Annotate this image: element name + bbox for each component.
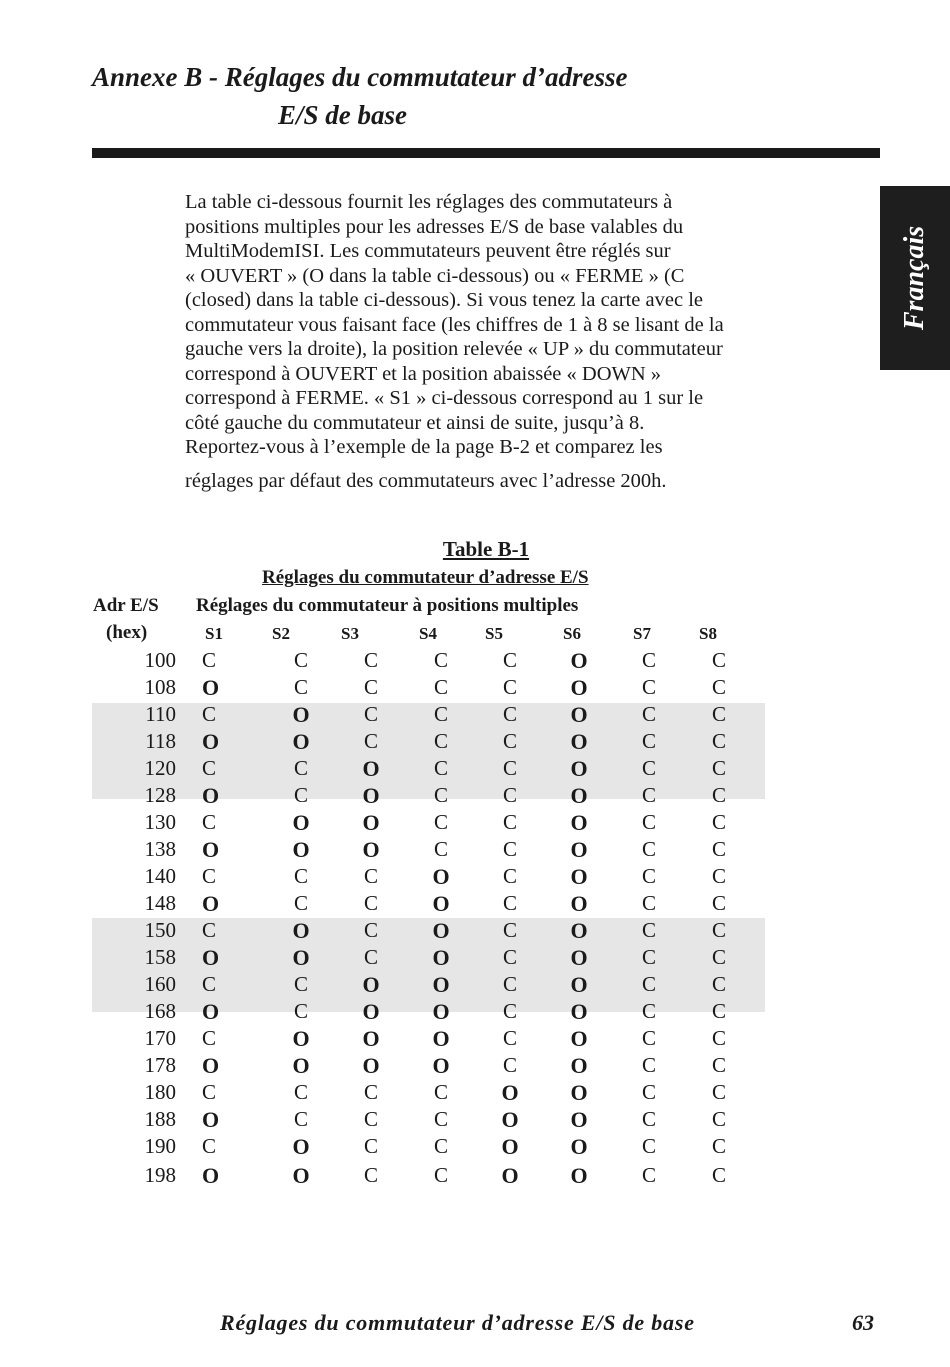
switch-label: S6 <box>563 624 581 643</box>
switch-setting-cell: O <box>570 918 588 943</box>
table-row <box>0 647 950 674</box>
table-row <box>0 1133 950 1160</box>
switch-setting-cell: C <box>293 756 308 780</box>
switch-setting-cell: C <box>641 864 656 888</box>
switch-setting-cell: C <box>363 1107 378 1131</box>
intro-line: gauche vers la droite), la position relevée « UP » du commutateur <box>185 338 723 360</box>
switch-setting-cell: C <box>502 1053 517 1077</box>
switch-setting-cell: C <box>641 1163 656 1187</box>
switch-setting-cell: O <box>362 783 380 808</box>
intro-line: correspond à FERME. « S1 » ci-dessous correspond au 1 sur le <box>185 387 704 409</box>
table-row <box>0 1052 950 1079</box>
switch-setting-cell: C <box>502 783 517 807</box>
switch-setting-cell: C <box>641 729 656 753</box>
switch-setting-cell: C <box>641 918 656 942</box>
switch-setting-cell: C <box>711 729 726 753</box>
switch-setting-cell: C <box>293 864 308 888</box>
table-row <box>0 1079 950 1106</box>
switch-setting-cell: O <box>292 1134 310 1159</box>
switch-setting-cell: O <box>432 1026 450 1051</box>
switch-label: S7 <box>633 624 651 643</box>
address-cell: 148 <box>144 891 176 915</box>
intro-line: réglages par défaut des commutateurs avec l’adresse 200h. <box>185 469 667 492</box>
table-row <box>0 971 950 998</box>
switch-setting-cell: C <box>711 756 726 780</box>
switch-setting-cell: C <box>433 837 448 861</box>
address-cell: 168 <box>144 999 176 1023</box>
switch-setting-cell: O <box>202 945 220 970</box>
address-cell: 150 <box>144 918 176 942</box>
switch-setting-cell: C <box>433 675 448 699</box>
switch-setting-cell: C <box>502 675 517 699</box>
switch-setting-cell: O <box>570 1026 588 1051</box>
switch-setting-cell: C <box>202 918 217 942</box>
switch-setting-cell: O <box>292 1026 310 1051</box>
intro-line: « OUVERT » (O dans la table ci-dessous) ou « FERME » (C <box>185 264 685 287</box>
address-cell: 118 <box>145 729 176 753</box>
switch-setting-cell: C <box>711 675 726 699</box>
switch-setting-cell: C <box>363 1080 378 1104</box>
switch-setting-cell: C <box>641 810 656 834</box>
switch-setting-cell: C <box>293 783 308 807</box>
table-row <box>0 1162 950 1189</box>
switch-setting-cell: O <box>570 756 588 781</box>
address-cell: 188 <box>144 1107 176 1131</box>
language-tab <box>880 186 950 370</box>
switch-setting-cell: C <box>293 891 308 915</box>
switch-setting-cell: C <box>433 729 448 753</box>
switch-setting-cell: C <box>641 783 656 807</box>
table-row <box>0 674 950 701</box>
switch-setting-cell: C <box>293 675 308 699</box>
switch-setting-cell: O <box>202 891 220 916</box>
switch-setting-cell: C <box>711 891 726 915</box>
switch-setting-cell: C <box>502 972 517 996</box>
table-row <box>0 755 950 782</box>
table-row <box>0 1025 950 1052</box>
switch-setting-cell: C <box>363 864 378 888</box>
header-rule <box>92 148 880 158</box>
switch-setting-cell: C <box>433 1134 448 1158</box>
switch-setting-cell: O <box>501 1163 519 1188</box>
switch-setting-cell: C <box>363 945 378 969</box>
switch-setting-cell: O <box>432 1053 450 1078</box>
switch-setting-cell: C <box>502 918 517 942</box>
switch-setting-cell: O <box>292 702 310 727</box>
switch-setting-cell: C <box>202 810 217 834</box>
switch-setting-cell: O <box>202 729 220 754</box>
switch-setting-cell: C <box>293 1107 308 1131</box>
running-footer: Réglages du commutateur d’adresse E/S de base <box>220 1310 695 1335</box>
switch-setting-cell: C <box>711 1026 726 1050</box>
address-cell: 100 <box>144 648 176 672</box>
switch-setting-cell: C <box>641 837 656 861</box>
address-cell: 128 <box>144 783 176 807</box>
switch-setting-cell: C <box>641 1053 656 1077</box>
switch-setting-cell: O <box>570 1134 588 1159</box>
switch-setting-cell: O <box>202 999 220 1024</box>
address-cell: 180 <box>144 1080 176 1104</box>
switch-setting-cell: C <box>641 1080 656 1104</box>
switch-setting-cell: C <box>711 648 726 672</box>
switch-setting-cell: O <box>202 1107 220 1132</box>
address-cell: 158 <box>144 945 176 969</box>
switch-setting-cell: O <box>202 675 220 700</box>
switch-setting-cell: C <box>711 945 726 969</box>
switch-setting-cell: C <box>502 1026 517 1050</box>
switch-setting-cell: C <box>433 810 448 834</box>
table-row <box>0 836 950 863</box>
intro-line: La table ci-dessous fournit les réglages des commutateurs à <box>185 191 673 213</box>
switch-setting-cell: C <box>641 999 656 1023</box>
switch-setting-cell: C <box>293 648 308 672</box>
switch-setting-cell: O <box>362 1053 380 1078</box>
switch-setting-cell: O <box>570 999 588 1024</box>
switch-setting-cell: C <box>711 1053 726 1077</box>
switch-setting-cell: O <box>362 837 380 862</box>
switch-setting-cell: C <box>202 972 217 996</box>
switch-label: S4 <box>419 624 437 643</box>
switch-column-header: Réglages du commutateur à positions multiples <box>196 595 579 616</box>
switch-setting-cell: O <box>432 999 450 1024</box>
switch-setting-cell: C <box>433 1107 448 1131</box>
switch-setting-cell: C <box>293 999 308 1023</box>
table-caption: Table B-1 <box>442 537 530 561</box>
intro-line: commutateur vous faisant face (les chiffres de 1 à 8 se lisant de la <box>185 313 724 336</box>
intro-line: MultiModemISI. Les commutateurs peuvent être réglés sur <box>185 240 671 262</box>
switch-setting-cell: C <box>363 702 378 726</box>
switch-label: S5 <box>485 624 503 643</box>
switch-setting-cell: C <box>711 837 726 861</box>
switch-setting-cell: C <box>502 945 517 969</box>
switch-setting-cell: O <box>570 864 588 889</box>
switch-setting-cell: O <box>292 918 310 943</box>
switch-setting-cell: C <box>711 918 726 942</box>
switch-setting-cell: C <box>502 999 517 1023</box>
page-title-line1: Annexe B - Réglages du commutateur d’adresse <box>92 62 628 92</box>
switch-setting-cell: O <box>202 837 220 862</box>
switch-setting-cell: C <box>363 891 378 915</box>
switch-label: S8 <box>699 624 717 643</box>
switch-setting-cell: C <box>433 756 448 780</box>
switch-setting-cell: C <box>641 675 656 699</box>
switch-setting-cell: O <box>432 864 450 889</box>
switch-setting-cell: C <box>433 702 448 726</box>
switch-setting-cell: C <box>202 1080 217 1104</box>
switch-setting-cell: C <box>641 702 656 726</box>
intro-line: Reportez-vous à l’exemple de la page B-2 et comparez les <box>185 436 663 458</box>
switch-setting-cell: C <box>711 999 726 1023</box>
switch-setting-cell: C <box>363 675 378 699</box>
switch-setting-cell: C <box>433 648 448 672</box>
switch-setting-cell: C <box>202 648 217 672</box>
switch-setting-cell: C <box>641 1134 656 1158</box>
intro-line: positions multiples pour les adresses E/S de base valables du <box>185 215 684 238</box>
language-tab-label: Français <box>899 225 930 331</box>
switch-setting-cell: O <box>362 810 380 835</box>
switch-setting-cell: O <box>570 891 588 916</box>
switch-setting-cell: C <box>202 1134 217 1158</box>
switch-setting-cell: C <box>502 837 517 861</box>
switch-setting-cell: C <box>293 972 308 996</box>
switch-setting-cell: O <box>202 1053 220 1078</box>
switch-setting-cell: O <box>570 945 588 970</box>
switch-setting-cell: O <box>432 918 450 943</box>
switch-setting-cell: C <box>502 810 517 834</box>
page-number: 63 <box>852 1310 874 1335</box>
table-row <box>0 863 950 890</box>
switch-setting-cell: C <box>202 864 217 888</box>
switch-setting-cell: C <box>433 1163 448 1187</box>
switch-label: S1 <box>205 624 223 643</box>
table-row <box>0 890 950 917</box>
address-cell: 138 <box>144 837 176 861</box>
switch-setting-cell: C <box>641 1107 656 1131</box>
address-cell: 130 <box>144 810 176 834</box>
switch-setting-cell: O <box>570 1163 588 1188</box>
address-cell: 140 <box>144 864 176 888</box>
switch-setting-cell: O <box>570 1080 588 1105</box>
switch-setting-cell: O <box>432 945 450 970</box>
page-title <box>92 58 628 134</box>
switch-setting-cell: O <box>570 783 588 808</box>
table-row <box>0 728 950 755</box>
intro-line: (closed) dans la table ci-dessous). Si vous tenez la carte avec le <box>185 289 703 311</box>
switch-setting-cell: O <box>202 783 220 808</box>
table-row <box>0 998 950 1025</box>
switch-setting-cell: C <box>711 1163 726 1187</box>
switch-setting-cell: O <box>501 1080 519 1105</box>
switch-setting-cell: O <box>570 675 588 700</box>
switch-setting-cell: C <box>711 972 726 996</box>
table-row <box>0 1106 950 1133</box>
table-row <box>0 701 950 728</box>
switch-setting-cell: C <box>711 1080 726 1104</box>
switch-setting-cell: O <box>292 810 310 835</box>
page-title-line2: E/S de base <box>278 100 408 130</box>
switch-setting-cell: C <box>293 1080 308 1104</box>
switch-setting-cell: C <box>363 648 378 672</box>
switch-setting-cell: C <box>711 864 726 888</box>
switch-setting-cell: C <box>711 783 726 807</box>
address-cell: 160 <box>144 972 176 996</box>
table-subtitle: Réglages du commutateur d’adresse E/S <box>262 567 589 588</box>
switch-setting-cell: C <box>641 648 656 672</box>
table-row <box>0 917 950 944</box>
switch-setting-cell: C <box>363 1163 378 1187</box>
switch-setting-cell: O <box>501 1107 519 1132</box>
switch-setting-cell: O <box>570 1107 588 1132</box>
address-cell: 198 <box>144 1163 176 1187</box>
address-cell: 120 <box>144 756 176 780</box>
switch-setting-cell: O <box>362 756 380 781</box>
switch-setting-cell: O <box>292 837 310 862</box>
switch-setting-cell: C <box>202 702 217 726</box>
switch-setting-cell: C <box>641 945 656 969</box>
switch-setting-cell: O <box>362 1026 380 1051</box>
address-cell: 190 <box>144 1134 176 1158</box>
table-row <box>0 782 950 809</box>
switch-setting-cell: C <box>711 1134 726 1158</box>
switch-setting-cell: O <box>570 648 588 673</box>
switch-label: S3 <box>341 624 359 643</box>
switch-setting-cell: C <box>641 1026 656 1050</box>
switch-setting-cell: C <box>641 972 656 996</box>
switch-setting-cell: O <box>292 945 310 970</box>
switch-setting-cell: C <box>502 729 517 753</box>
address-cell: 108 <box>144 675 176 699</box>
table-row <box>0 809 950 836</box>
address-cell: 110 <box>145 702 176 726</box>
switch-setting-cell: O <box>570 837 588 862</box>
table-row <box>0 944 950 971</box>
switch-setting-cell: C <box>502 702 517 726</box>
address-column-header: Adr E/S <box>93 595 159 616</box>
switch-setting-cell: O <box>362 999 380 1024</box>
switch-setting-cell: O <box>570 810 588 835</box>
switch-setting-cell: C <box>641 891 656 915</box>
switch-setting-cell: O <box>570 972 588 997</box>
address-column-unit: (hex) <box>106 622 148 643</box>
address-cell: 178 <box>144 1053 176 1077</box>
switch-setting-cell: O <box>202 1163 220 1188</box>
switch-setting-cell: O <box>292 1163 310 1188</box>
switch-setting-cell: O <box>570 729 588 754</box>
address-cell: 170 <box>144 1026 176 1050</box>
switch-setting-cell: C <box>711 1107 726 1131</box>
switch-setting-cell: C <box>502 864 517 888</box>
switch-setting-cell: O <box>362 972 380 997</box>
switch-setting-cell: O <box>570 702 588 727</box>
switch-setting-cell: C <box>502 891 517 915</box>
switch-setting-cell: C <box>363 729 378 753</box>
switch-setting-cell: C <box>433 1080 448 1104</box>
switch-setting-cell: C <box>202 756 217 780</box>
switch-setting-cell: O <box>432 972 450 997</box>
switch-setting-cell: O <box>570 1053 588 1078</box>
switch-setting-cell: C <box>363 1134 378 1158</box>
switch-setting-cell: O <box>292 1053 310 1078</box>
switch-setting-cell: C <box>502 756 517 780</box>
switch-label: S2 <box>272 624 290 643</box>
switch-setting-cell: C <box>502 648 517 672</box>
intro-line: correspond à OUVERT et la position abaissée « DOWN » <box>185 362 662 385</box>
switch-setting-cell: C <box>433 783 448 807</box>
switch-setting-cell: O <box>292 729 310 754</box>
switch-setting-cell: O <box>501 1134 519 1159</box>
switch-setting-cell: C <box>202 1026 217 1050</box>
switch-setting-cell: C <box>363 918 378 942</box>
switch-setting-cell: C <box>711 702 726 726</box>
switch-setting-cell: C <box>711 810 726 834</box>
intro-line: côté gauche du commutateur et ainsi de suite, jusqu’à 8. <box>185 411 645 434</box>
intro-paragraph <box>185 190 805 493</box>
switch-setting-cell: O <box>432 891 450 916</box>
switch-setting-cell: C <box>641 756 656 780</box>
